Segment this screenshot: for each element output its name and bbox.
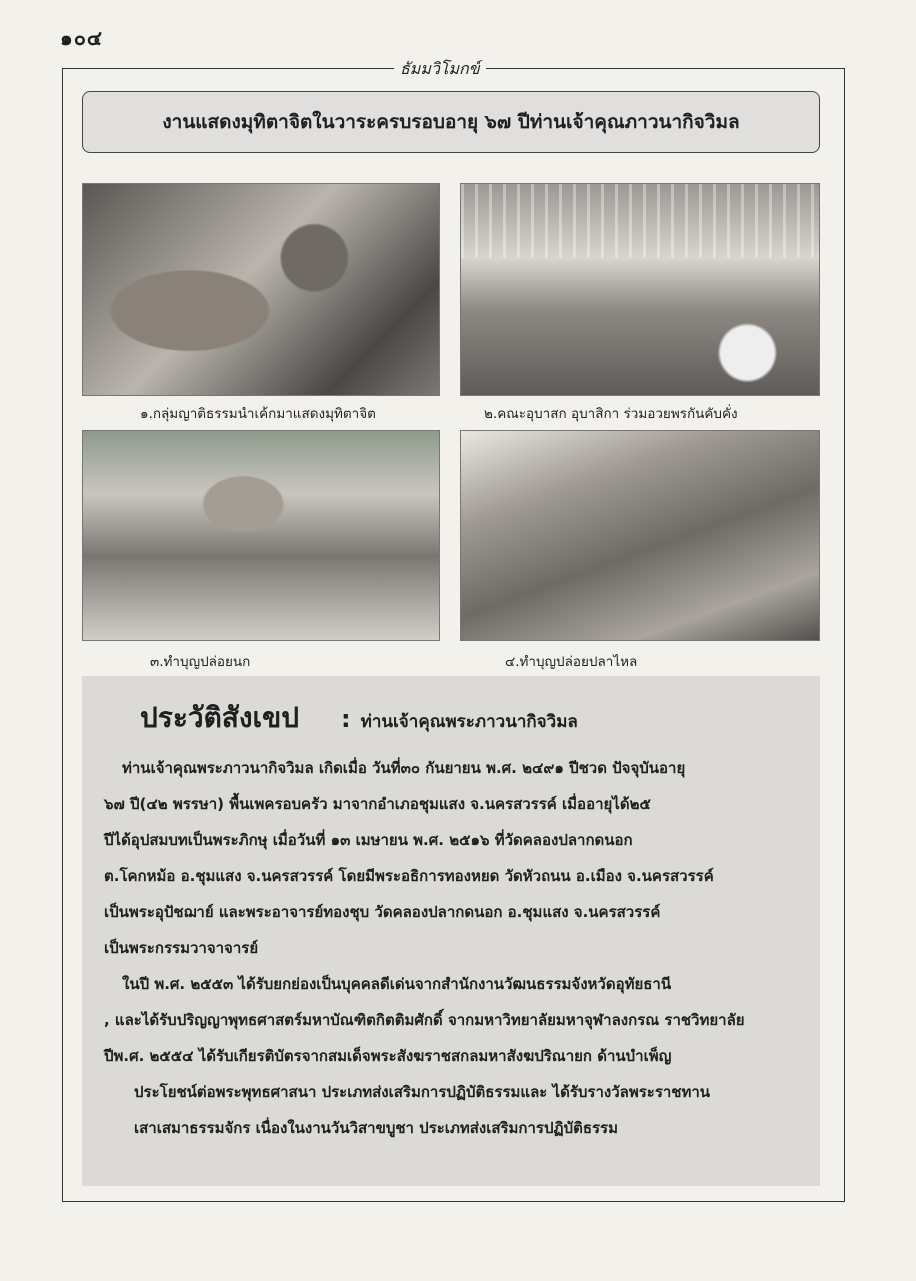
- biography-subtitle: ท่านเจ้าคุณพระภาวนากิจวิมล: [360, 712, 578, 732]
- photo-caption-2: ๒.คณะอุบาสก อุบาสิกา ร่วมอวยพรกันคับคั่ง: [484, 406, 738, 422]
- biography-section: [82, 676, 820, 1186]
- biography-title: ประวัติสังเขป: [140, 701, 300, 734]
- biography-line: ปีได้อุปสมบทเป็นพระภิกษุ เมื่อวันที่ ๑๓ เมษายน พ.ศ. ๒๕๑๖ ที่วัดคลองปลากดนอก: [104, 831, 633, 849]
- page-number: ๑๐๔: [60, 26, 104, 50]
- section-title: งานแสดงมุทิตาจิตในวาระครบรอบอายุ ๖๗ ปีท่านเจ้าคุณภาวนากิจวิมล: [82, 91, 820, 153]
- photo-cake-offering: [82, 183, 440, 396]
- photo-bird-release: [82, 430, 440, 641]
- biography-line: เป็นพระกรรมวาจาจารย์: [104, 939, 259, 957]
- biography-line: เป็นพระอุปัชฌาย์ และพระอาจารย์ทองชุบ วัดคลองปลากดนอก อ.ชุมแสง จ.นครสวรรค์: [104, 903, 661, 921]
- biography-line: ในปี พ.ศ. ๒๕๕๓ ได้รับยกย่องเป็นบุคคลดีเด่นจากสำนักงานวัฒนธรรมจังหวัดอุทัยธานี: [122, 975, 672, 993]
- biography-line: ปีพ.ศ. ๒๕๕๔ ได้รับเกียรติบัตรจากสมเด็จพระสังฆราชสกลมหาสังฆปริณายก ด้านบำเพ็ญ: [104, 1047, 672, 1065]
- photo-caption-4: ๔.ทำบุญปล่อยปลาไหล: [505, 654, 638, 670]
- running-header: ธัมมวิโมกข์: [394, 57, 486, 82]
- biography-line: , และได้รับปริญญาพุทธศาสตร์มหาบัณฑิตกิตติมศักดิ์ จากมหาวิทยาลัยมหาจุฬาลงกรณ ราชวิทยาลัย: [104, 1011, 745, 1029]
- photo-congregation: [460, 183, 820, 396]
- biography-line: เสาเสมาธรรมจักร เนื่องในงานวันวิสาขบูชา ประเภทส่งเสริมการปฏิบัติธรรม: [134, 1119, 618, 1137]
- biography-line: ประโยชน์ต่อพระพุทธศาสนา ประเภทส่งเสริมการปฏิบัติธรรมและ ได้รับรางวัลพระราชทาน: [134, 1083, 711, 1101]
- biography-line: ๖๗ ปี(๔๒ พรรษา) พื้นเพครอบครัว มาจากอำเภอชุมแสง จ.นครสวรรค์ เมื่ออายุได้๒๕: [104, 795, 651, 813]
- biography-line: ท่านเจ้าคุณพระภาวนากิจวิมล เกิดเมื่อ วันที่๓๐ กันยายน พ.ศ. ๒๔๙๑ ปีชวด ปัจจุบันอายุ: [122, 759, 686, 777]
- photo-eel-release: [460, 430, 820, 641]
- biography-heading: [140, 696, 802, 740]
- biography-line: ต.โคกหม้อ อ.ชุมแสง จ.นครสวรรค์ โดยมีพระอธิการทองหยด วัดหัวถนน อ.เมือง จ.นครสวรรค์: [104, 867, 714, 885]
- photo-caption-1: ๑.กลุ่มญาติธรรมนำเค้กมาแสดงมุทิตาจิต: [140, 406, 376, 422]
- photo-caption-3: ๓.ทำบุญปล่อยนก: [150, 654, 251, 670]
- biography-colon: :: [341, 705, 351, 733]
